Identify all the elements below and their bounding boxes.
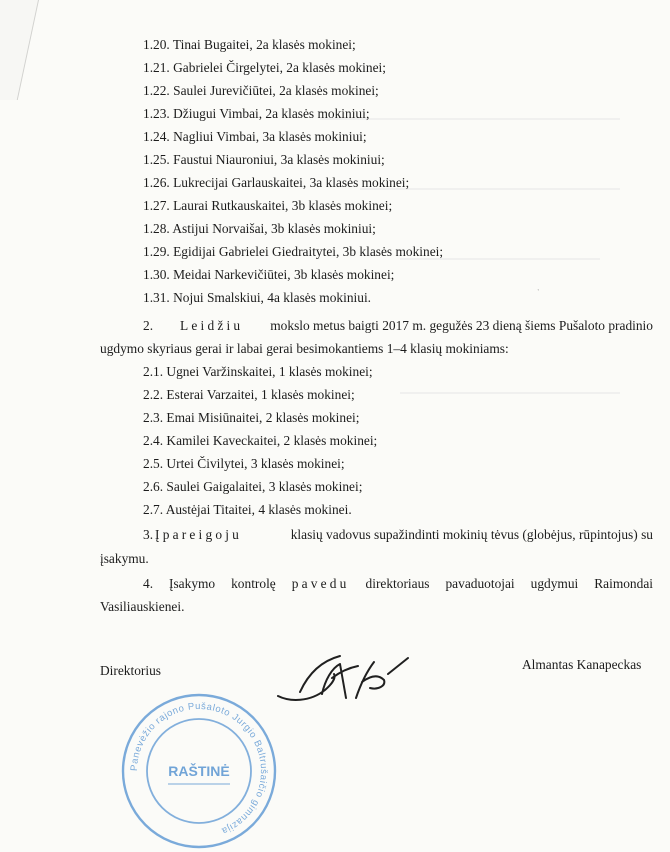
para-number: 3.: [143, 527, 154, 542]
list-item: 1.20. Tinai Bugaitei, 2a klasės mokinei;: [143, 37, 356, 52]
list-item: 1.26. Lukrecijai Garlauskaitei, 3a klasės mokinei;: [143, 175, 410, 190]
list-item: 1.21. Gabrielei Čirgelytei, 2a klasės mokinei;: [143, 60, 386, 75]
list-item: 1.25. Faustui Niauroniui, 3a klasės mokiniui;: [143, 152, 385, 167]
para-word: kontrolę: [231, 576, 276, 591]
para-word: direktoriaus: [365, 576, 430, 591]
paragraph-2-line-2: ugdymo skyriaus gerai ir labai gerai besimokantiems 1–4 klasių mokiniams:: [100, 341, 509, 356]
paragraph-2-line-1: [143, 318, 653, 334]
para-verb: Įpareigoju: [155, 527, 243, 542]
list-item: 2.4. Kamilei Kaveckaitei, 2 klasės mokinei;: [143, 433, 378, 448]
handwritten-signature: [270, 650, 415, 710]
para-text: mokslo metus baigti 2017 m. gegužės 23 dieną šiems Pušaloto pradinio: [270, 318, 653, 333]
list-item: 2.3. Emai Misiūnaitei, 2 klasės mokinei;: [143, 410, 360, 425]
show-through: [400, 392, 620, 394]
para-word: pavaduotojai: [445, 576, 515, 591]
list-item: 2.7. Austėjai Titaitei, 4 klasės mokinei.: [143, 502, 352, 517]
list-item: 1.29. Egidijai Gabrielei Giedraitytei, 3b klasės mokinei;: [143, 244, 444, 259]
para-number: 4.: [143, 576, 154, 591]
paragraph-3-line-2: įsakymu.: [100, 551, 149, 566]
para-word: Raimondai: [594, 576, 653, 591]
list-item: 1.30. Meidai Narkevičiūtei, 3b klasės mokinei;: [143, 267, 395, 282]
list-item: 2.1. Ugnei Varžinskaitei, 1 klasės mokinei;: [143, 364, 373, 379]
list-item: 2.2. Esterai Varzaitei, 1 klasės mokinei;: [143, 387, 355, 402]
paragraph-4-line-2: Vasiliauskienei.: [100, 599, 185, 614]
list-item: 2.6. Saulei Gaigalaitei, 3 klasės mokinei;: [143, 479, 363, 494]
list-item: 1.22. Saulei Jurevičiūtei, 2a klasės mokinei;: [143, 83, 379, 98]
para-verb: pavedu: [291, 576, 350, 591]
page-fold-mark: [0, 0, 39, 100]
stamp-center-text: RAŠTINĖ: [168, 763, 230, 779]
list-item: 2.5. Urtei Čivilytei, 3 klasės mokinei;: [143, 456, 345, 471]
office-stamp: [118, 690, 280, 852]
para-word: Įsakymo: [169, 576, 216, 591]
stray-mark: ˑ: [537, 286, 540, 296]
paragraph-3-line-1: [143, 527, 653, 543]
signatory-name: Almantas Kanapeckas: [522, 657, 642, 672]
list-item: 1.23. Džiugui Vimbai, 2a klasės mokiniui;: [143, 106, 370, 121]
para-number: 2.: [143, 318, 154, 333]
signatory-title: Direktorius: [100, 663, 161, 678]
list-item: 1.28. Astijui Norvaišai, 3b klasės mokiniui;: [143, 221, 376, 236]
para-word: ugdymui: [530, 576, 579, 591]
para-text: klasių vadovus supažindinti mokinių tėvus (globėjus, rūpintojus) su: [290, 527, 653, 542]
list-item: 1.31. Nojui Smalskiui, 4a klasės mokiniui.: [143, 290, 372, 305]
para-verb: Leidžiu: [180, 318, 244, 333]
stamp-ring-text: Panevėžio rajono Pušaloto Jurgio Baltrušaičio gimnazija: [128, 700, 270, 837]
paragraph-4-line-1: [143, 576, 653, 592]
list-item: 1.27. Laurai Rutkauskaitei, 3b klasės mokinei;: [143, 198, 393, 213]
list-item: 1.24. Nagliui Vimbai, 3a klasės mokiniui;: [143, 129, 367, 144]
